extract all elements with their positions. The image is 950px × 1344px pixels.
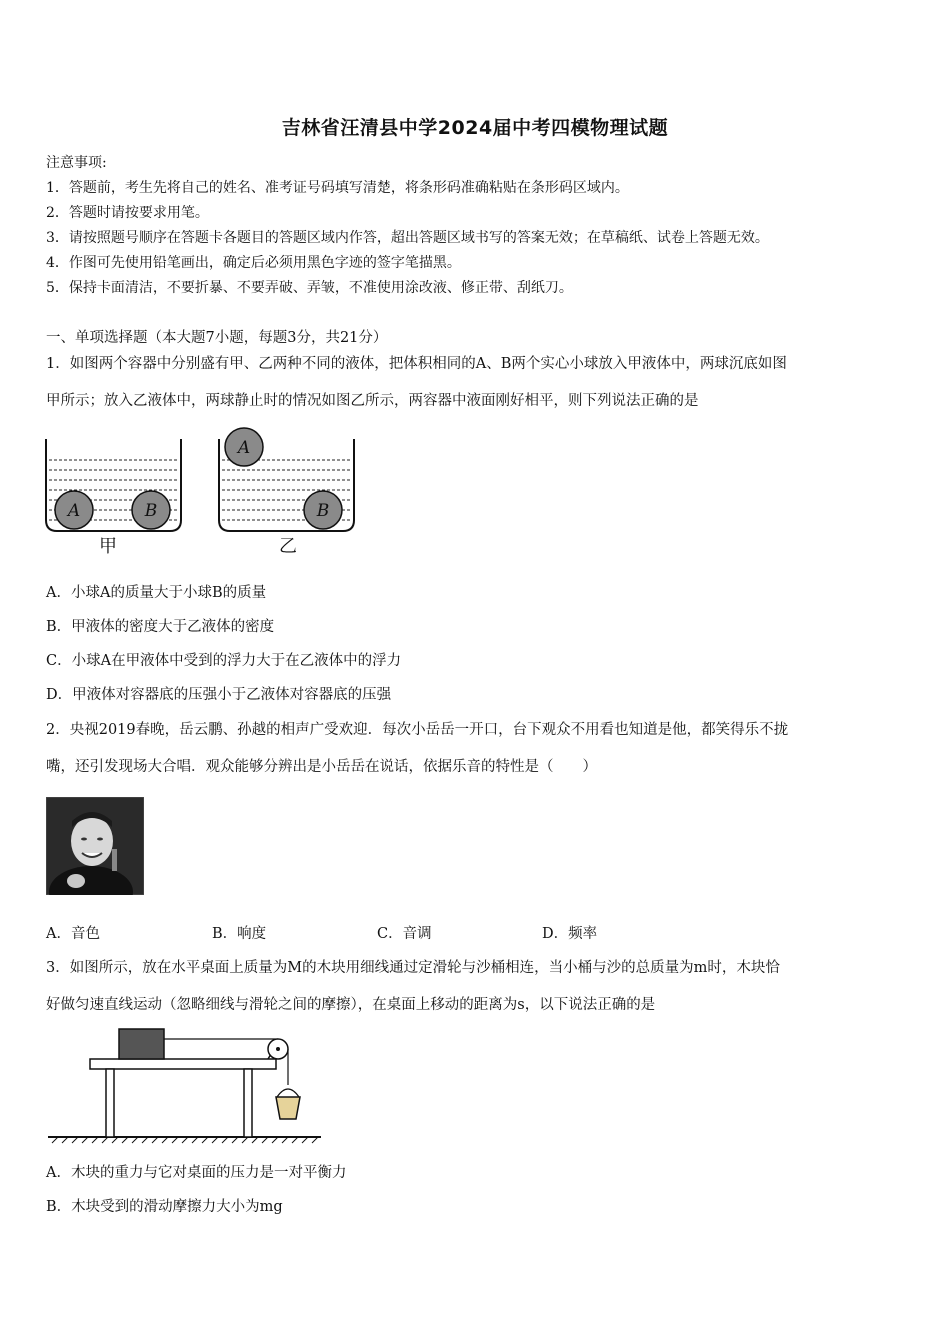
question-1-figure [40,425,370,560]
notice-heading: 注意事项: [46,155,107,171]
page-title: 吉林省汪清县中学2024届中考四模物理试题 [281,117,669,139]
ball-b-label: B [144,501,158,521]
section-heading: 一、单项选择题（本大题7小题，每题3分，共21分） [46,330,388,346]
option-d: D．甲液体对容器底的压强小于乙液体对容器底的压强 [46,687,392,703]
question-1-text-cont: 甲所示；放入乙液体中，两球静止时的情况如图乙所示，两容器中液面刚好相平，则下列说法正确的是 [46,393,699,409]
notice-item: 4．作图可先使用铅笔画出，确定后必须用黑色字迹的签字笔描黑。 [46,255,461,271]
question-3-text-cont: 好做匀速直线运动（忽略细线与滑轮之间的摩擦），在桌面上移动的距离为s，以下说法正确的是 [46,997,656,1013]
ball-a-label: A [67,501,81,521]
notice-item: 2．答题时请按要求用笔。 [46,205,209,221]
option-c: C．小球A在甲液体中受到的浮力大于在乙液体中的浮力 [46,653,402,669]
option-b: B．木块受到的滑动摩擦力大小为mg [46,1199,283,1215]
question-1-text: 1．如图两个容器中分别盛有甲、乙两种不同的液体，把体积相同的A、B两个实心小球放入甲液体中，两球沉底如图 [46,356,787,372]
question-3-figure [46,1025,326,1145]
question-3-text: 3．如图所示，放在水平桌面上质量为M的木块用细线通过定滑轮与沙桶相连，当小桶与沙的总质量为m时，木块恰 [46,960,780,976]
option-b: B．甲液体的密度大于乙液体的密度 [46,619,275,635]
option-a: A．木块的重力与它对桌面的压力是一对平衡力 [46,1165,347,1181]
option-d: D．频率 [542,926,598,942]
option-c: C．音调 [377,926,432,942]
notice-item: 3．请按照题号顺序在答题卡各题目的答题区域内作答，超出答题区域书写的答案无效；在草稿纸、试卷上答题无效。 [46,230,769,246]
ball-b-label: B [316,501,330,521]
question-2-text-cont: 嘴，还引发现场大合唱．观众能够分辨出是小岳岳在说话，依据乐音的特性是（ ） [46,759,597,775]
question-2-text: 2．央视2019春晚，岳云鹏、孙越的相声广受欢迎．每次小岳岳一开口，台下观众不用看也知道是他，都笑得乐不拢 [46,722,789,738]
option-b: B．响度 [212,926,267,942]
ball-a-label: A [237,438,251,458]
notice-item: 1．答题前，考生先将自己的姓名、准考证号码填写清楚，将条形码准确粘贴在条形码区域内。 [46,180,629,196]
notice-item: 5．保持卡面清洁，不要折暴、不要弄破、弄皱，不准使用涂改液、修正带、刮纸刀。 [46,280,573,296]
option-a: A．音色 [46,926,100,942]
figure-caption-left: 甲 [99,536,117,557]
option-a: A．小球A的质量大于小球B的质量 [46,585,267,601]
figure-caption-right: 乙 [279,536,297,557]
performer-photo [46,797,144,895]
